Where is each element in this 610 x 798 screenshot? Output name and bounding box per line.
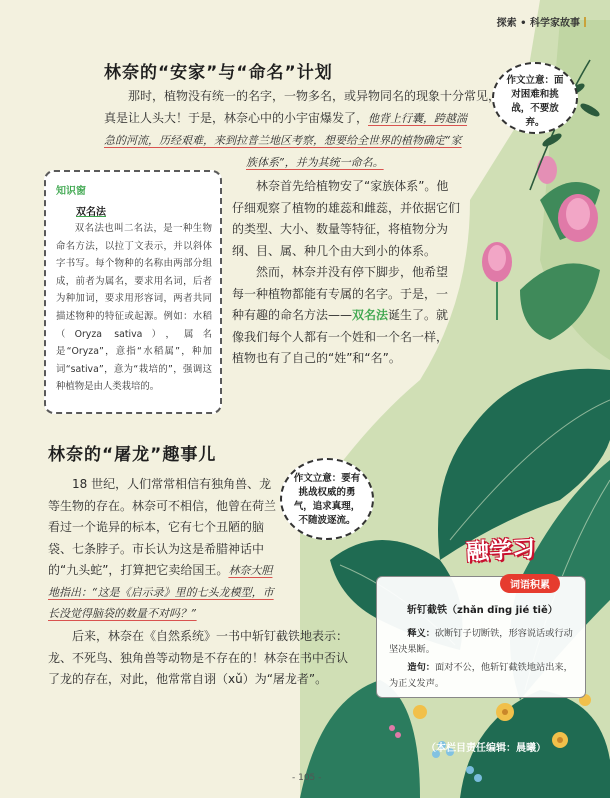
highlight-quote-1a: 他背上行囊，跨越湍 [368,112,468,125]
page-number: - 105 - [292,773,322,783]
vocabulary-definition: 释义：砍断钉子切断铁，形容说话或行动坚决果断。 [389,628,573,655]
vocabulary-word: 斩钉截铁（zhǎn dīng jié tiě） [407,605,558,616]
section-title-dragon-slayer: 林奈的“屠龙”趣事儿 [48,445,217,465]
essay-idea-bubble-1: 作文立意：面对困难和挑战，不要放弃。 [492,62,578,134]
section2-para2: 后来，林奈在《自然系统》一书中斩钉截铁地表示：龙、不死鸟、独角兽等动物是不存在的！林奈在书中否认了龙的存在，对此，他常常自诩（xǔ）为“屠龙者”。 [48,629,349,686]
learning-badge [458,528,568,596]
knowledge-window-title: 知识窗 [56,186,86,197]
section1-para1-line4 [246,152,486,174]
section1-para1-line3 [104,130,504,152]
editor-credit: （本栏目责任编辑：晨曦） [426,743,546,754]
section1-para1-line2: 真是让人头大！于是，林奈心中的小宇宙爆发了，他背上行囊，跨越湍 [104,111,468,125]
pink-flower-3 [537,156,557,184]
highlight-quote-2: 林奈大胆地指出：“这是《启示录》里的七头龙模型，市长没觉得脑袋的数量不对吗？” [48,564,274,620]
learning-badge-title: 融学习 [465,536,536,566]
knowledge-window-subtitle: 双名法 [76,207,106,218]
knowledge-window-body: 双名法也叫二名法，是一种生物命名方法，以拉丁文表示，并以斜体字书写。每个物种的名称由两部分组成，前者为属名，要求用名词，后者为种加词，要求用形容词，两者共同描述物种的特征或起源。例如：水稻（Oryza sativa），属名是“Oryza”，意指“水稻属”，种加词“sativa”，意为“栽培的”，强调这种植物是由人类栽培的。 [56,223,212,393]
highlight-quote-1c: 族体系”，并为其统一命名。 [246,156,384,169]
term-binomial: 双名法 [352,308,389,322]
section-title-naming-plan: 林奈的“安家”与“命名”计划 [104,63,333,83]
section1-para2: 林奈首先给植物安了“家族体系”。他仔细观察了植物的雄蕊和雌蕊，并依据它们的类型、大小、数量等特征，将植物分为纲、目、属、种几个由大到小的体系。 [232,179,461,258]
section1-para3: 然而，林奈并没有停下脚步，他希望每一种植物都能有专属的名字。于是，一种有趣的命名方法——双名法诞生了。就像我们每个人都有一个姓和一个名一样，植物也有了自己的“姓”和“名”。 [232,265,449,365]
pink-flower-2 [558,194,598,242]
highlight-quote-1b: 急的河流，历经艰难，来到拉普兰地区考察，想要给全世界的植物确定“家 [104,134,462,147]
vocabulary-example: 造句：面对不公，他斩钉截铁地站出来，为正义发声。 [389,662,573,689]
section1-para1-line1: 那时，植物没有统一的名字，一物多名，或异物同名的现象十分常见， [128,89,501,103]
essay-idea-bubble-2: 作文立意：要有挑战权威的勇气，追求真理，不随波逐流。 [280,458,374,540]
section2-para1: 18 世纪，人们常常相信有独角兽、龙等生物的存在。林奈可不相信，他曾在荷兰看过一个诡异的标本，它有七个丑陋的脑袋、七条脖子。市长认为这是希腊神话中的“九头蛇”，打算把它卖给国王。林奈大胆地指出：“这是《启示录》里的七头龙模型，市长没觉得脑袋的数量不对吗？” [48,477,277,620]
column-tag: 探索 • 科学家故事 [497,14,586,29]
vocabulary-pill: 词语积累 [500,574,560,593]
knowledge-window [44,170,222,414]
